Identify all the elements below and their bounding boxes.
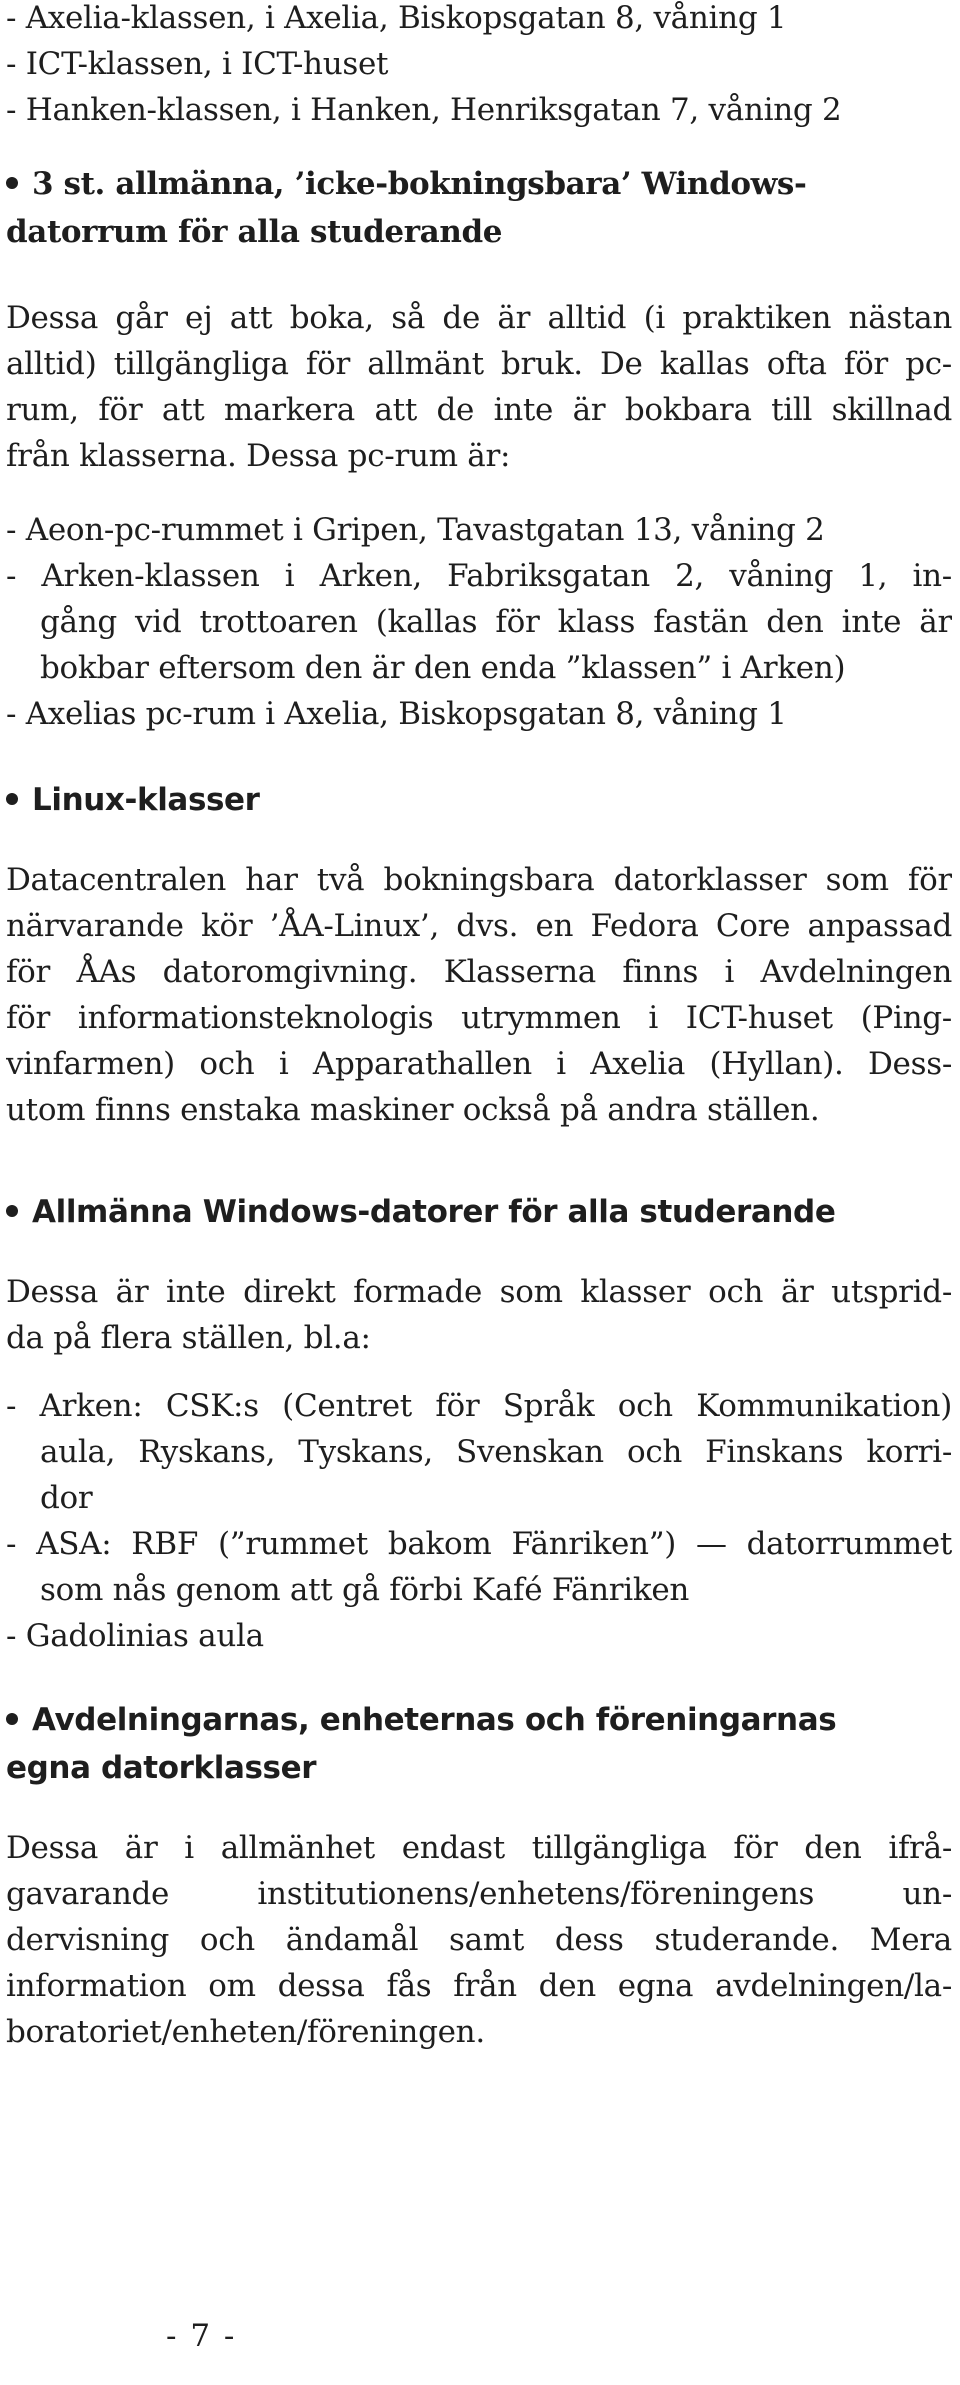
paragraph-line: vinfarmen) och i Apparathallen i Axelia (Hyllan). Dess-	[6, 1046, 952, 1082]
list-item: - Hanken-klassen, i Hanken, Henriksgatan 7, våning 2	[6, 92, 842, 128]
paragraph-line: rum, för att markera att de inte är bokbara till skillnad	[6, 392, 952, 428]
list-item: - Arken: CSK:s (Centret för Språk och Kommunikation)	[6, 1388, 952, 1424]
bullet-icon	[6, 1205, 18, 1217]
section-heading: 3 st. allmänna, ’icke-bokningsbara’ Windows-	[6, 162, 952, 206]
list-item-continuation: gång vid trottoaren (kallas för klass fastän den inte är	[40, 604, 952, 640]
list-item: - ICT-klassen, i ICT-huset	[6, 46, 389, 82]
paragraph-line: Dessa går ej att boka, så de är alltid (i praktiken nästan	[6, 300, 952, 336]
list-item: - Axelia-klassen, i Axelia, Biskopsgatan 8, våning 1	[6, 0, 787, 36]
paragraph-line: da på flera ställen, bl.a:	[6, 1320, 371, 1356]
section-heading: Avdelningarnas, enheternas och föreningarnas	[6, 1698, 952, 1742]
bullet-icon	[6, 177, 18, 189]
list-item: - Arken-klassen i Arken, Fabriksgatan 2, våning 1, in-	[6, 558, 952, 594]
page-number: - 7 -	[166, 2318, 237, 2354]
list-item: - Aeon-pc-rummet i Gripen, Tavastgatan 13, våning 2	[6, 512, 825, 548]
list-item: - Axelias pc-rum i Axelia, Biskopsgatan 8, våning 1	[6, 696, 787, 732]
paragraph-line: från klasserna. Dessa pc-rum är:	[6, 438, 511, 474]
paragraph-line: Dessa är inte direkt formade som klasser och är utsprid-	[6, 1274, 952, 1310]
list-item-continuation: som nås genom att gå förbi Kafé Fänriken	[40, 1572, 690, 1608]
paragraph-line: information om dessa fås från den egna avdelningen/la-	[6, 1968, 952, 2004]
paragraph-line: alltid) tillgängliga för allmänt bruk. De kallas ofta för pc-	[6, 346, 952, 382]
list-item-continuation: bokbar eftersom den är den enda ”klassen” i Arken)	[40, 650, 846, 686]
section-heading: Allmänna Windows-datorer för alla studerande	[6, 1190, 952, 1234]
paragraph-line: för ÅAs datoromgivning. Klasserna finns i Avdelningen	[6, 954, 952, 990]
bullet-icon	[6, 793, 18, 805]
paragraph-line: Datacentralen har två bokningsbara datorklasser som för	[6, 862, 952, 898]
paragraph-line: närvarande kör ’ÅA-Linux’, dvs. en Fedora Core anpassad	[6, 908, 952, 944]
section-heading: Linux-klasser	[6, 778, 952, 822]
paragraph-line: Dessa är i allmänhet endast tillgängliga för den ifrå-	[6, 1830, 952, 1866]
list-item-continuation: aula, Ryskans, Tyskans, Svenskan och Finskans korri-	[40, 1434, 952, 1470]
paragraph-line: för informationsteknologis utrymmen i ICT-huset (Ping-	[6, 1000, 952, 1036]
paragraph-line: gavarande institutionens/enhetens/föreningens un-	[6, 1876, 952, 1912]
paragraph-line: utom finns enstaka maskiner också på andra ställen.	[6, 1092, 820, 1128]
bullet-icon	[6, 1713, 18, 1725]
section-heading-continuation: egna datorklasser	[6, 1750, 317, 1786]
list-item: - Gadolinias aula	[6, 1618, 264, 1654]
paragraph-line: boratoriet/enheten/föreningen.	[6, 2014, 485, 2050]
list-item: - ASA: RBF (”rummet bakom Fänriken”) — datorrummet	[6, 1526, 952, 1562]
section-heading-continuation: datorrum för alla studerande	[6, 214, 503, 250]
list-item-continuation: dor	[40, 1480, 93, 1516]
paragraph-line: dervisning och ändamål samt dess studerande. Mera	[6, 1922, 952, 1958]
